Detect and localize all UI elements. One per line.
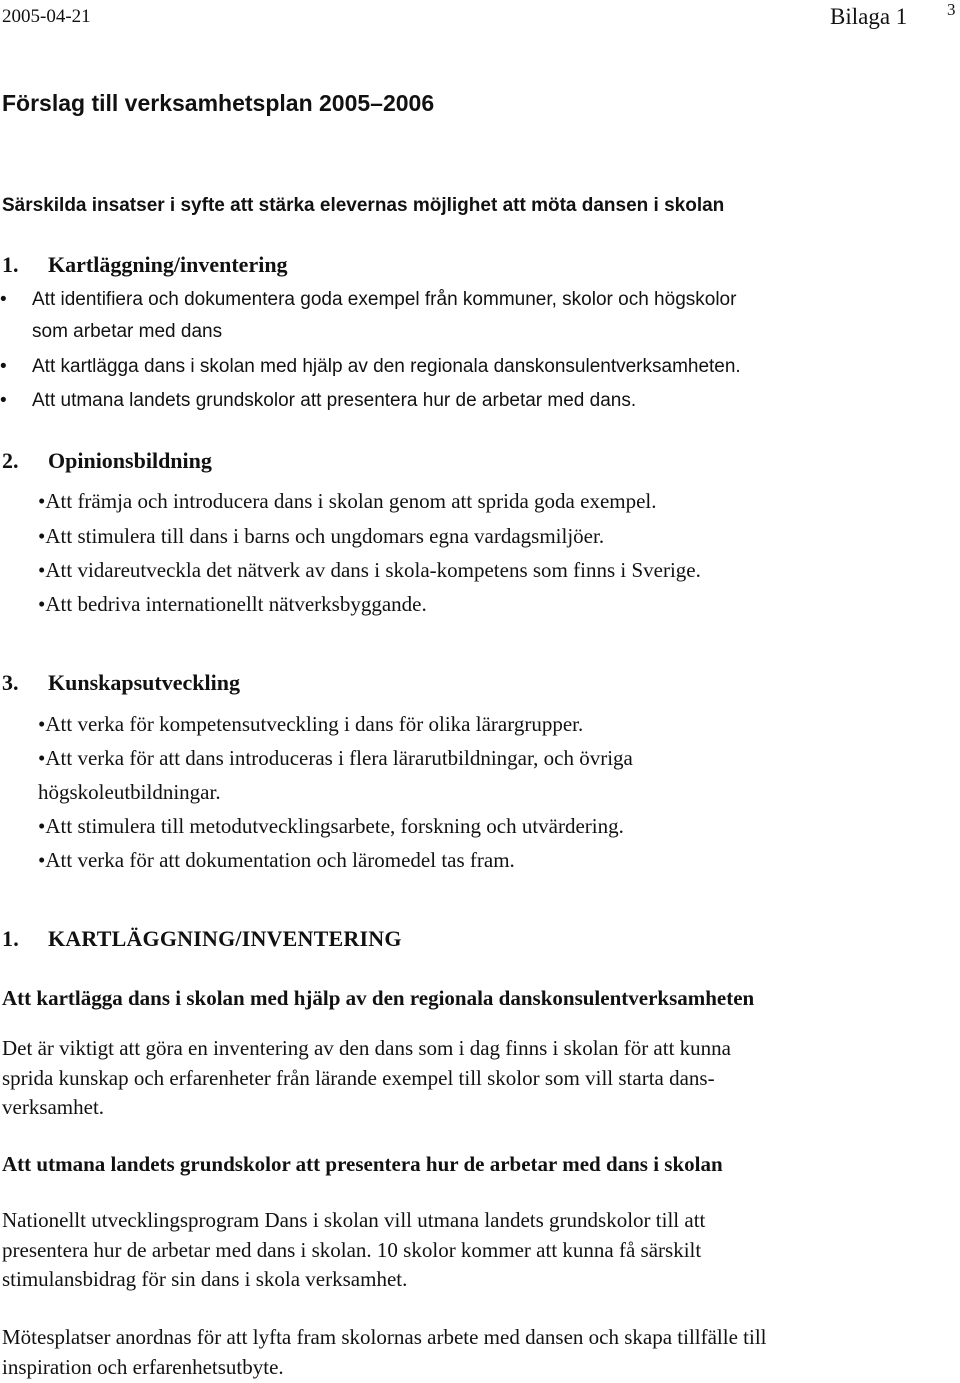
bullet-icon: •	[38, 592, 46, 616]
page-number: 3	[947, 0, 956, 19]
list-item: •Att bedriva internationellt nätverksbyggande.	[38, 592, 427, 616]
bullet-icon: •	[38, 814, 46, 838]
list-item-continuation: som arbetar med dans	[32, 321, 223, 342]
document-date: 2005-04-21	[2, 6, 91, 27]
section-number: 1.	[2, 252, 19, 277]
list-item: • Att identifiera och dokumentera goda exempel från kommuner, skolor och högskolor	[0, 289, 737, 310]
bullet-icon: •	[38, 558, 46, 582]
list-item: •Att stimulera till dans i barns och ungdomars egna vardagsmiljöer.	[38, 524, 605, 548]
section-number: 1.	[2, 926, 19, 951]
paragraph: Det är viktigt att göra en inventering av den dans som i dag finns i skolan för att kunna sprida kunskap och erfarenheter från lärande exempel till skolor som vill starta dans- verksamhet.	[2, 1036, 731, 1119]
section-title: KARTLÄGGNING/INVENTERING	[48, 926, 402, 951]
paragraph: Nationellt utvecklingsprogram Dans i skolan vill utmana landets grundskolor till att presentera hur de arbetar med dans i skolan. 10 skolor kommer att kunna få särskilt stimulansbidrag för sin dans i skola verksamhet.	[2, 1208, 706, 1291]
section-title: Kartläggning/inventering	[48, 252, 288, 277]
list-item: • Att utmana landets grundskolor att presentera hur de arbetar med dans.	[0, 390, 637, 411]
list-item: •Att verka för att dokumentation och läromedel tas fram.	[38, 848, 515, 872]
list-item: • Att kartlägga dans i skolan med hjälp av den regionala danskonsulentverksamheten.	[0, 356, 741, 377]
attachment-label: Bilaga 1	[830, 4, 908, 29]
bullet-icon: •	[0, 356, 7, 377]
subsection-heading: Att kartlägga dans i skolan med hjälp av den regionala danskonsulentverksamheten	[2, 986, 755, 1010]
page-title: Förslag till verksamhetsplan 2005–2006	[2, 90, 435, 116]
list-item: •Att stimulera till metodutvecklingsarbete, forskning och utvärdering.	[38, 814, 624, 838]
bullet-icon: •	[38, 524, 46, 548]
section-title: Opinionsbildning	[48, 448, 212, 473]
bullet-icon: •	[0, 289, 7, 310]
subsection-heading: Att utmana landets grundskolor att presentera hur de arbetar med dans i skolan	[2, 1152, 723, 1176]
page-subtitle: Särskilda insatser i syfte att stärka elevernas möjlighet att möta dansen i skolan	[2, 195, 725, 216]
section-title: Kunskapsutveckling	[48, 670, 240, 695]
paragraph: Mötesplatser anordnas för att lyfta fram skolornas arbete med dansen och skapa tillfälle till inspiration och erfarenhetsutbyte.	[2, 1325, 767, 1379]
list-item: •Att främja och introducera dans i skolan genom att sprida goda exempel.	[38, 489, 657, 513]
section-heading-3	[2, 670, 240, 696]
section-number: 2.	[2, 448, 19, 473]
list-item: •Att verka för att dans introduceras i flera lärarutbildningar, och övriga	[38, 746, 633, 770]
bullet-icon: •	[38, 489, 46, 513]
section-number: 3.	[2, 670, 19, 695]
list-item: •Att vidareutveckla det nätverk av dans i skola-kompetens som finns i Sverige.	[38, 558, 701, 582]
section-heading-2	[2, 448, 212, 474]
list-item: •Att verka för kompetensutveckling i dans för olika lärargrupper.	[38, 712, 584, 736]
detail-section-heading	[2, 926, 402, 952]
list-item-continuation: högskoleutbildningar.	[38, 780, 221, 804]
bullet-icon: •	[38, 712, 46, 736]
bullet-icon: •	[0, 390, 7, 411]
bullet-icon: •	[38, 848, 46, 872]
section-heading-1	[2, 252, 288, 278]
bullet-icon: •	[38, 746, 46, 770]
